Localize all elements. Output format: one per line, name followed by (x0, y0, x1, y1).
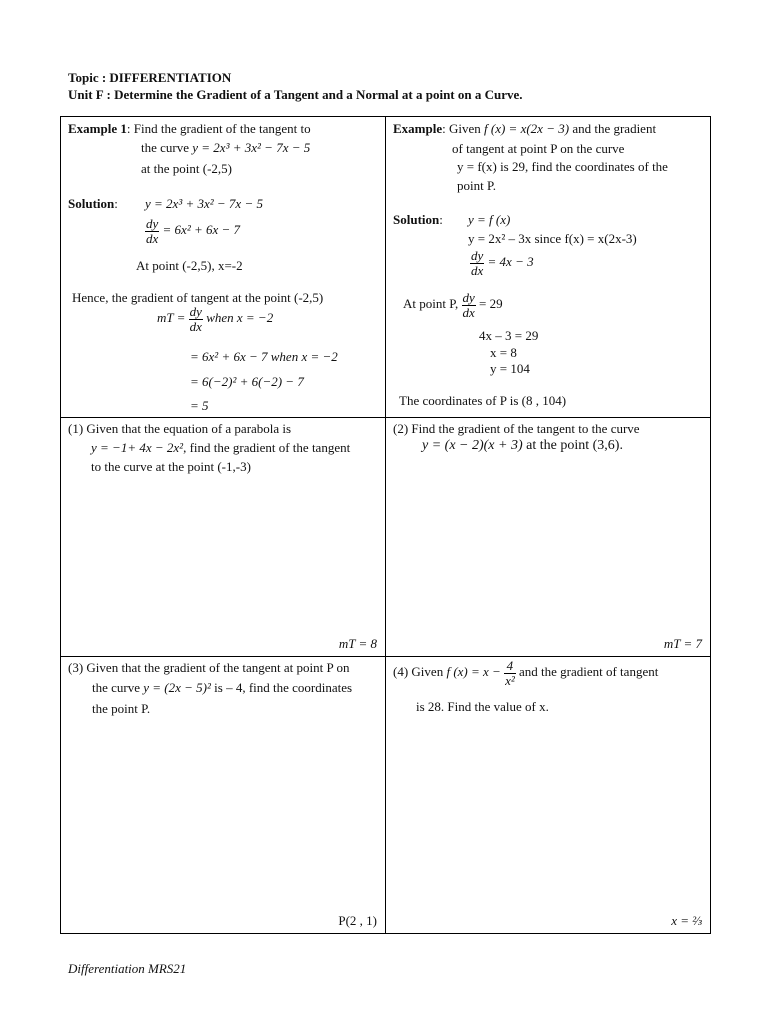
footer: Differentiation MRS21 (68, 961, 187, 976)
example-2-cell: Example: Given f (x) = x(2x − 3) and the gradient of tangent at point P on the curve y = f(x) is 29, find the coordinates of the point P. Solution: y = f (x) y = 2x² – 3x since f(x) = x(2x-3) $\frac{dy}{dx}$ = 4x − 3 At point P, $\frac{dy}{dx}$ = 29 4x – 3 = 29 x = 8 y = 104 The coordinates of P is (8 , 104) (393, 121, 668, 408)
worksheet-table (60, 116, 711, 934)
topic-title: DIFFERENTIATION (109, 70, 232, 85)
unit-title: Determine the Gradient of a Tangent and a Normal at a point on a Curve. (114, 87, 523, 102)
answer-1: mT = 8 (338, 636, 377, 651)
question-2-cell: (2) Find the gradient of the tangent to the curve y = (x − 2)(x + 3) at the point (3,6). mT = 7 (393, 421, 702, 651)
example-1-cell: Example 1: Find the gradient of the tangent to the curve y = 2x³ + 3x² − 7x − 5 at the point (-2,5) Solution: y = 2x³ + 3x² − 7x − 5 $\frac{dy}{dx}$ = 6x² + 6x − 7 At point (-2,5), x=-2 Hence, the gradient of tangent at the point (-2,5) mT = $\frac{dy}{dx}$ when x = −2 = 6x² + 6x − 7 when x = −2 = 6(−2)² + 6(−2) − 7 = 5 (68, 121, 338, 413)
topic-line: Topic : DIFFERENTIATION (68, 70, 232, 85)
answer-2: mT = 7 (663, 636, 702, 651)
question-1-cell: (1) Given that the equation of a parabola is y = −1+ 4x − 2x², find the gradient of the tangent to the curve at the point (-1,-3) mT = 8 (68, 421, 377, 651)
unit-line: Unit F : Determine the Gradient of a Tangent and a Normal at a point on a Curve. (68, 87, 523, 102)
answer-4: x = ⅔ (671, 913, 702, 928)
answer-3: P(2 , 1) (338, 913, 377, 928)
question-3-cell: (3) Given that the gradient of the tangent at point P on the curve y = (2x − 5)² is – 4, find the coordinates the point P. P(2 , 1) (68, 660, 377, 928)
question-4-cell: (4) Given f (x) = x − $\frac{4}{\text{x²}}$ and the gradient of tangent is 28. Find the value of x. x = ⅔ (393, 658, 702, 928)
